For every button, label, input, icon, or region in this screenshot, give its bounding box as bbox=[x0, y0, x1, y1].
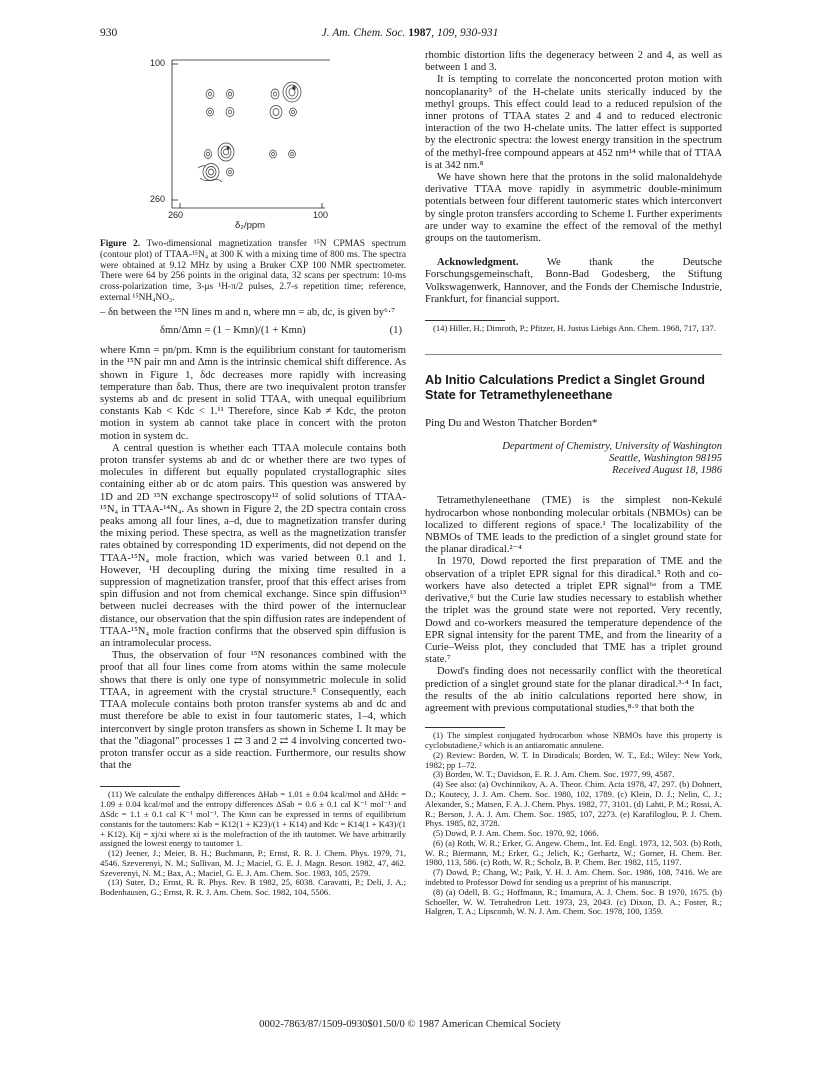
footnote-r3: (3) Borden, W. T.; Davidson, E. R. J. Am. Chem. Soc. 1977, 99, 4587. bbox=[433, 769, 675, 780]
journal-pages: 930-931 bbox=[460, 27, 499, 39]
footnote-rule bbox=[425, 320, 505, 321]
footnote-r1: (1) The simplest conjugated hydrocarbon whose NBMOs have this property is cyclobutadiene,² which is an antiaromatic annulene. bbox=[425, 730, 722, 750]
footnote-rule bbox=[100, 786, 180, 787]
footnote-r7: (7) Dowd, P.; Chang, W.; Paik, Y. H. J. Am. Chem. Soc. 1986, 108, 7416. We are indebted to Professor Dowd for sending us a preprint of his manuscript. bbox=[425, 867, 722, 888]
affiliation bbox=[425, 441, 722, 465]
received-date: Received August 18, 1986 bbox=[612, 465, 722, 477]
x-tick-label-left: 260 bbox=[168, 210, 184, 220]
paragraph-central-question: A central question is whether each TTAA molecule contains both proton transfer systems ab and dc or whether there are two types of molecules in different but equally populated crystallographic sites containing either ab or dc atom pairs. This question was answered by 1D and 2D ¹⁵N exchange spectroscopy¹² of solid solutions of TTAA-¹⁵N₄ in TTAA-¹⁴N₄. As shown in Figure 2, the 2D spectra contain cross peaks among all four lines, a–d, due to magnetization transfer during the mixing period. These spectra, as well as the magnetization transfer rates obtained by corresponding 1D experiments, did not depend on the TTAA-¹⁵N₄ mole fraction, which was varied between 0.1 and 1. However, ¹H decoupling during the mixing time resulted in a suppression of magnetization transfer, proof that this effect arises from spin diffusion and not from chemical exchange. Since spin diffusion¹³ between nuclei decreases with the third power of the internuclear distance, our observation that the spin diffusion rates are independent of TTAA-¹⁵N₄ mole fraction confirms that the observed spin diffusion is an intramolecular process. bbox=[100, 442, 406, 650]
article-authors: Ping Du and Weston Thatcher Borden* bbox=[425, 416, 598, 429]
acknowledgment bbox=[425, 257, 722, 306]
running-head: J. Am. Chem. Soc. 1987, 109, 930-931 bbox=[321, 27, 499, 39]
article-body bbox=[425, 495, 722, 715]
article-separator bbox=[425, 354, 722, 355]
figure-2d-spectrum bbox=[100, 50, 406, 303]
left-column bbox=[100, 50, 406, 898]
paragraph-rhombic: rhombic distortion lifts the degeneracy between 2 and 4, as well as between 1 and 3. bbox=[425, 50, 722, 74]
affiliation-line-2: Seattle, Washington 98195 bbox=[609, 453, 722, 465]
footnote-r6: (6) (a) Roth, W. R.; Erker, G. Angew. Chem., Int. Ed. Engl. 1973, 12, 503. (b) Roth, W. R.; Biermann, M.; Erker, G.; Jelich, K.; Gerhartz, W.; Gorner, H. Chem. Ber. 1980, 113, 586. (c) Roth, W. R.; Scholz, B. P. Chem. Ber. 1982, 115, 1197. bbox=[425, 837, 722, 868]
footnote-rule bbox=[425, 727, 505, 728]
footnote-r5: (5) Dowd, P. J. Am. Chem. Soc. 1970, 92, 1066. bbox=[433, 828, 599, 839]
left-footnotes bbox=[100, 786, 406, 898]
journal-volume: 109 bbox=[437, 27, 455, 39]
figure-caption-text: Two-dimensional magnetization transfer ¹⁵N CPMAS spectrum (contour plot) of TTAA-¹⁵N₄ at 300 K with a mixing time of 800 ms. The spectra were obtained at 9.12 MHz by using a Bruker CXP 100 NMR spectrometer. There were 64 by 256 points in the original data, 32 scans per spectrum: 10-ms cross-polarization time, 3-μs ¹H-π/2 pulses, 2.7-s repetition time; reference, external ¹⁵NH₄NO₃. bbox=[100, 239, 406, 303]
footnote-r8: (8) (a) Odell, B. G.; Hoffmann, R.; Imamura, A. J. Chem. Soc. B 1970, 1675. (b) Schoeller, W. W. Tetrahedron Lett. 1973, 23, 2043. (c) Dixon, D. A.; Foster, R.; Halgren, T. A.; Lipscomb, W. N. J. Am. Chem. Soc. 1978, 100, 1359. bbox=[425, 886, 722, 917]
footnote-12: (12) Jeener, J.; Meier, B. H.; Buchmann, P.; Ernst, R. R. J. Chem. Phys. 1979, 71, 4546. Szeverenyi, N. M.; Sullivan, M. J.; Maciel, G. E. J. Magn. Reson. 1982, 47, 462. Szeverenyi, N. M.; Bax, A.; Maciel, G. E. J. Am. Chem. Soc. 1983, 105, 2579. bbox=[100, 848, 406, 878]
footnote-13: (13) Suter, D.; Ernst, R. R. Phys. Rev. B 1982, 25, 6038. Caravatti, P.; Deli, J. A.; Bodenhausen, G.; Ernst, R. R. J. Am. Chem. Soc. 1982, 104, 5506. bbox=[100, 877, 406, 898]
figure-caption-label: Figure 2. bbox=[100, 239, 141, 249]
right-article-footnotes bbox=[425, 727, 722, 917]
paragraph-noncoplanarity: It is tempting to correlate the nonconcerted proton motion with noncoplanarity⁵ of the H-chelate units sterically induced by the methyl groups. This effect could lead to a reduced repulsion of the inner protons of TTAA states 2 and 4 and to reduced electronic interaction of the two H-chelate units. The latter effect is supported by the electronic spectra: the lowest energy transition in the spectrum of the methyl-free compound appears at 452 nm¹⁴ while that of TTAA is at 342 nm.⁸ bbox=[425, 74, 722, 171]
footnote-11: (11) We calculate the enthalpy differences ΔHab = 1.01 ± 0.04 kcal/mol and ΔHdc = 1.09 ± 0.04 kcal/mol and the entropy differences ΔSab = 0.6 ± 0.1 cal K⁻¹ mol⁻¹ and ΔSdc = 1.1 ± 0.1 cal K⁻¹ mol⁻¹. The Kmn can be expressed in terms of equilibrium constants for the tautomers: Kab = K12(1 + K23)/(1 + K14) and Kdc = K14(1 + K43)/(1 + K12). Kij = xj/xi where xi is the molefraction of the ith tautomer. We have arbitrarily assigned the lowest energy to tautomer 1. bbox=[100, 789, 406, 849]
page-footer: 0002-7863/87/1509-0930$01.50/0 © 1987 American Chemical Society bbox=[259, 1019, 561, 1030]
cross-peak-inner bbox=[208, 92, 211, 96]
equation-number: (1) bbox=[389, 325, 402, 337]
paragraph-dowd-finding: Dowd's finding does not necessarily conflict with the theoretical prediction of a singlet ground state for the planar diradical.³·⁴ In fact, the results of the ab initio calculations reported here show, in agreement with previous computational studies,⁸·⁹ that both the bbox=[425, 666, 722, 714]
paragraph-dowd-1970: In 1970, Dowd reported the first preparation of TME and the observation of a triplet EPR signal for this diradical.⁵ Roth and co-workers have also detected a triplet EPR signal⁶ᵃ from a TME derivative,⁶ but the Curie law studies necessary to establish whether the triplet was the ground state were not reported. Very recently, Dowd and co-workers measured the temperature dependence of the EPR signal intensity for the parent TME, and from the linearity of a Curie–Weiss plot, they concluded that TME has a triplet ground state.⁷ bbox=[425, 556, 722, 666]
contour-plot bbox=[100, 50, 406, 265]
footnote-r2: (2) Review: Borden, W. T. In Diradicals; Borden, W. T., Ed.; Wiley: New York, 1982; pp 1–72. bbox=[425, 749, 722, 770]
figure-caption bbox=[100, 239, 406, 304]
x-tick-label-right: 100 bbox=[313, 210, 329, 220]
equation-1 bbox=[100, 323, 406, 341]
acknowledgment-label: Acknowledgment. bbox=[437, 257, 519, 269]
right-footnotes bbox=[425, 320, 722, 334]
journal-name: J. Am. Chem. Soc. bbox=[321, 27, 406, 39]
right-column bbox=[425, 50, 722, 917]
acknowledgment-text: We thank the Deutsche Forschungsgemeinschaft, Bonn-Bad Godesberg, the Stiftung Volkswagenwerk, Hannover, and the Fonds der Chemische Industrie, Frankfurt, for financial support. bbox=[425, 257, 722, 305]
page-number: 930 bbox=[100, 27, 118, 39]
paragraph-summary: We have shown here that the protons in the solid malonaldehyde derivative TTAA move rapidly in asymmetric double-minimum potentials between four different tautomeric states which interconvert by single proton transfers according to Scheme I. Further experiments are under way to examine the effect of the removal of the methyl groups on the tautomerism. bbox=[425, 172, 722, 245]
footnote-14: (14) Hiller, H.; Dimroth, P.; Pfitzer, H. Justus Liebigs Ann. Chem. 1968, 717, 137. bbox=[433, 323, 716, 334]
paragraph-equilibrium: where Kmn = pn/pm. Kmn is the equilibrium constant for tautomerism in the ¹⁵N pair mn and Δmn is the intrinsic chemical shift difference. As shown in Figure 1, δdc decreases more rapidly with increasing temperature than δab. Thus, there are two inequivalent proton transfer systems ab and dc present in solid TTAA, with unequal equilibrium constants Kab < Kdc < 1.¹¹ Therefore, since Kab ≠ Kdc, the proton motion in system ab cannot take place in concert with the proton motion in system dc. bbox=[100, 345, 406, 442]
diagonal-peak bbox=[270, 106, 282, 119]
paragraph-conclusion: Thus, the observation of four ¹⁵N resonances combined with the proof that all four lines come from atoms within the same molecule shows that there is only one type of nonsymmetric molecule in solid TTAA, in agreement with the crystal structure.⁵ Consequently, each TTAA molecule contains both proton transfer systems ab and dc and must therefore be able to exist in four tautomeric states, 1–4, which interconvert by single proton transfers as shown in Scheme I. It may be that the "diagonal" processes 1 ⇄ 3 and 2 ⇄ 4 involving concerted two-proton transfer occur as a side reaction. Furthermore, our results show that the bbox=[100, 650, 406, 772]
contour-tail bbox=[200, 178, 222, 182]
paragraph-intro: – δn between the ¹⁵N lines m and n, where mn = ab, dc, is given by⁶·⁷ bbox=[100, 307, 396, 318]
y-tick-label-bottom: 260 bbox=[150, 194, 166, 204]
peak-group-lower bbox=[198, 143, 295, 182]
page-header bbox=[100, 27, 720, 43]
article-title: Ab Initio Calculations Predict a Singlet Ground State for Tetramethyleneethane bbox=[425, 372, 705, 402]
x-axis-label: δ₂/ppm bbox=[235, 220, 266, 231]
cross-peak bbox=[206, 90, 214, 99]
journal-year: 1987 bbox=[408, 27, 432, 39]
footnote-r4: (4) See also: (a) Ovchinnikov, A. A. Theor. Chim. Acta 1978, 47, 297. (b) Dohnert, D.; Koutecy, J. J. Am. Chem. Soc. 1980, 102, 1789. (c) Klein, D. J.; Nelin, C. J.; Alexander, S.; Matsen, F. A. J. Chem. Phys. 1982, 77, 3101. (d) Lahti, P. M.; Rossi, A. R.; Berson, J. A. J. Am. Chem. Soc. 1985, 107, 2273. (e) Karafiloglou, P. J. Chem. Phys. 1985, 82, 3728. bbox=[425, 779, 722, 829]
paragraph-tme-intro: Tetramethyleneethane (TME) is the simplest non-Kekulé hydrocarbon whose nonbonding molecular orbitals (NBMOs) can be localized to different regions of space.¹ The localizability of the NBMOs of TME leads to the prediction of a singlet ground state for the planar diradical.²⁻⁴ bbox=[425, 495, 722, 556]
affiliation-line-1: Department of Chemistry, University of Washington bbox=[502, 440, 722, 452]
y-tick-label-top: 100 bbox=[150, 58, 166, 68]
equation-text: δmn/Δmn = (1 − Kmn)/(1 + Kmn) bbox=[160, 325, 306, 337]
peak-group-upper bbox=[206, 82, 301, 119]
